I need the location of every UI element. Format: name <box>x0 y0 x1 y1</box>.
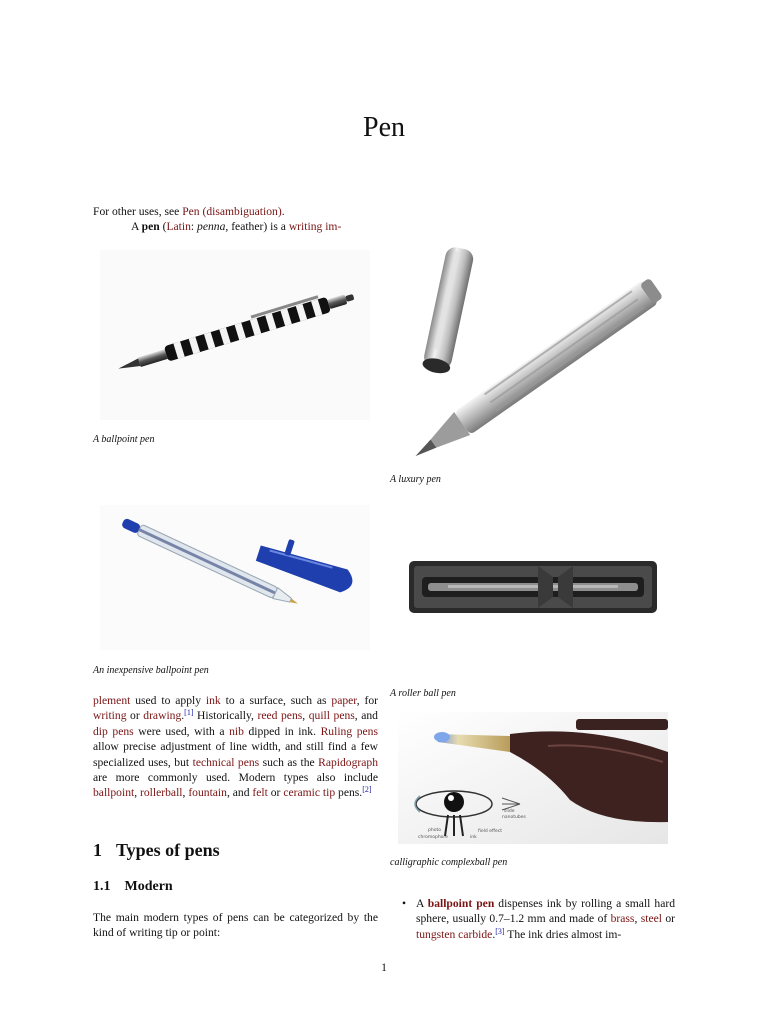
reference-3[interactable]: [3] <box>495 926 505 936</box>
nib-link[interactable]: nib <box>229 724 244 738</box>
modern-paragraph: The main modern types of pens can be categorized by the kind of writing tip or point: <box>93 911 378 940</box>
bullet-text: . <box>492 927 496 941</box>
roller-ball-pen-image <box>408 558 658 616</box>
penna-term: penna <box>197 220 226 233</box>
dip-pens-link[interactable]: dip pens <box>93 724 134 738</box>
intro-text: , <box>182 786 189 800</box>
intro-text: pens. <box>335 786 363 800</box>
bullet-dot: • <box>402 897 407 910</box>
intro-text: or <box>267 786 284 800</box>
diagram-label-field-effect: field effect <box>478 829 503 834</box>
brass-link[interactable]: brass <box>610 912 635 926</box>
page-number: 1 <box>381 961 387 974</box>
hatnote <box>93 204 383 219</box>
ruling-pens-link[interactable]: Ruling pens <box>320 724 378 738</box>
intro-text: , and <box>354 709 378 723</box>
writing-link-2[interactable]: writing <box>93 709 127 723</box>
section-heading-types-of-pens <box>93 840 220 861</box>
quill-pens-link[interactable]: quill pens <box>308 709 355 723</box>
diagram-label-nanotubes: nanotubes <box>502 815 526 820</box>
intro-paragraph <box>93 693 378 801</box>
rollerball-link[interactable]: rollerball <box>140 786 183 800</box>
disambiguation-link[interactable]: Pen (disambiguation) <box>182 205 282 218</box>
intro-text: are more commonly used. Modern types also include <box>93 771 378 785</box>
intro-text: Historically, <box>193 709 258 723</box>
section-title: Types of pens <box>116 840 220 860</box>
fountain-link[interactable]: fountain <box>188 786 227 800</box>
bullet-text: A <box>416 897 428 910</box>
diagram-label-slide: slide <box>504 809 515 814</box>
felt-link[interactable]: felt <box>252 786 268 800</box>
intro-text: : <box>190 220 198 233</box>
intro-text: , and <box>226 786 253 800</box>
reference-2[interactable]: [2] <box>362 785 372 795</box>
intro-text: , feather) is a <box>225 220 289 233</box>
intro-text: . <box>181 709 185 723</box>
ballpoint-link[interactable]: ballpoint <box>93 786 135 800</box>
paper-link[interactable]: paper <box>331 694 357 707</box>
intro-text: or <box>126 709 144 723</box>
pen-term: pen <box>141 220 160 233</box>
inexpensive-pen-image <box>100 505 370 650</box>
writing-link[interactable]: writing <box>288 220 323 233</box>
subsection-heading-modern <box>93 879 173 895</box>
caption-roller: A roller ball pen <box>390 688 456 699</box>
intro-text: to a surface, such as <box>220 694 332 707</box>
subsection-number: 1.1 <box>93 879 111 894</box>
bullet-text: or <box>661 912 676 926</box>
bullet-text: , <box>634 912 641 926</box>
technical-pens-link[interactable]: technical pens <box>192 755 260 769</box>
hatnote-prefix: For other uses, see <box>93 205 183 218</box>
rapidograph-link[interactable]: Rapidograph <box>318 755 378 769</box>
intro-text: allow precise adjustment of line width, and still find a few specialized uses, but <box>93 740 378 769</box>
intro-text: , <box>134 786 141 800</box>
intro-first-line <box>93 219 383 234</box>
bullet-ballpoint <box>402 896 676 942</box>
steel-link[interactable]: steel <box>640 912 662 926</box>
reference-1[interactable]: [1] <box>184 708 194 718</box>
ballpoint-pen-image <box>100 250 370 420</box>
bullet-text: The ink dries almost im- <box>504 927 622 941</box>
subsection-title: Modern <box>124 879 173 894</box>
latin-link[interactable]: Latin <box>166 220 191 233</box>
diagram-label-chromophore: chromophore <box>418 835 448 840</box>
caption-ballpoint: A ballpoint pen <box>93 434 155 445</box>
reed-pens-link[interactable]: reed pens <box>257 709 303 723</box>
caption-luxury: A luxury pen <box>390 474 441 485</box>
section-number: 1 <box>93 840 102 860</box>
diagram-label-photo: photo <box>428 828 441 833</box>
bullet-text: dispenses ink by rolling a small hard sphere, usually 0.7–1.2 mm and made of <box>416 897 675 926</box>
intro-text: such as the <box>259 755 319 769</box>
caption-inexpensive: An inexpensive ballpoint pen <box>93 665 209 676</box>
implement-link-start[interactable]: im- <box>322 220 342 233</box>
intro-text: , for <box>356 694 378 707</box>
ballpoint-pen-link[interactable]: ballpoint pen <box>427 897 495 910</box>
intro-text: A <box>131 220 142 233</box>
tungsten-carbide-link[interactable]: tungsten carbide <box>416 927 493 941</box>
hatnote-suffix: . <box>281 205 285 218</box>
intro-text: used to apply <box>130 694 206 707</box>
intro-text: ( <box>159 220 167 233</box>
intro-text: , <box>302 709 309 723</box>
caption-calligraphic: calligraphic complexball pen <box>390 857 508 868</box>
implement-link-end[interactable]: plement <box>93 694 131 707</box>
luxury-pen-image <box>390 234 675 462</box>
intro-text: were used, with a <box>133 724 230 738</box>
ceramic-tip-link[interactable]: ceramic tip <box>283 786 336 800</box>
page-title: Pen <box>363 112 405 143</box>
diagram-label-ink: ink <box>470 835 477 840</box>
drawing-link[interactable]: drawing <box>143 709 182 723</box>
calligraphic-pen-image <box>398 712 668 844</box>
ink-link[interactable]: ink <box>205 694 221 707</box>
intro-text: dipped in ink. <box>243 724 321 738</box>
